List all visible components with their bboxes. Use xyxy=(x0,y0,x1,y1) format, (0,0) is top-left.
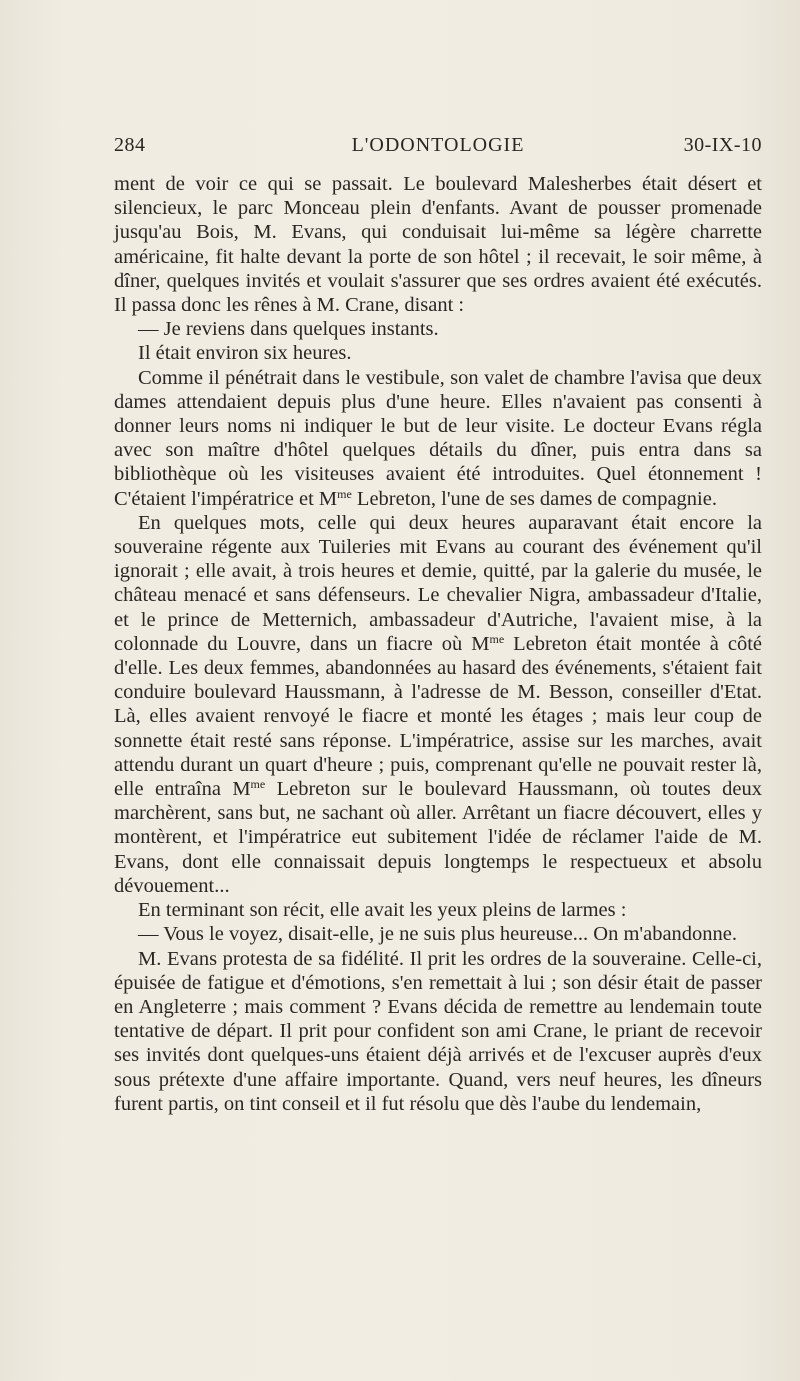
paragraph: Il était environ six heures. xyxy=(138,342,352,365)
paragraph: ment de voir ce qui se passait. Le boulevard Malesherbes était désert et silencieux, le parc Monceau plein d'enfants. Avant de pousser promenade jusqu'au Bois, M. Evans, qui conduisait lui-même sa légère charrette américaine, fit halte devant la porte de son hôtel ; il recevait, le soir même, à dîner, quelques invités et voulait s'assurer que ses ordres avaient été exécutés. Il passa donc les rênes à M. Crane, disant : xyxy=(114,173,762,317)
paragraph: M. Evans protesta de sa fidélité. Il prit les ordres de la souveraine. Celle-ci, épuisée de fatigue et d'émotions, s'en remettait à lui ; son désir était de passer en Angleterre ; mais comment ? Evans décida de remettre au lendemain toute tentative de départ. Il prit pour confident son ami Crane, le priant de recevoir ses invités dont quelques-uns étaient déjà arrivés et de l'excuser auprès d'eux sous prétexte d'une affaire importante. Quand, vers neuf heures, les dîneurs furent partis, on tint conseil et il fut résolu que dès l'aube du lendemain, xyxy=(114,947,762,1115)
page-number: 284 xyxy=(114,134,146,156)
paragraph: — Je reviens dans quelques instants. xyxy=(138,318,439,341)
body-text xyxy=(114,172,762,1116)
paragraph: En quelques mots, celle qui deux heures auparavant était encore la souveraine régente aux Tuileries mit Evans au courant des événement qu'il ignorait ; elle avait, à trois heures et demie, quitté, par la galerie du musée, le château menacé et sans défenseurs. Le chevalier Nigra, ambassadeur d'Italie, et le prince de Metternich, ambassadeur d'Autriche, l'avaient mise, à la colonnade du Louvre, dans un fiacre où $M^{me}$ Lebreton était montée à côté d'elle. Les deux femmes, abandonnées au hasard des événements, s'étaient fait conduire boulevard Haussmann, à l'adresse de M. Besson, conseiller d'Etat. Là, elles avaient renvoyé le fiacre et monté les étages ; mais leur coup de sonnette était resté sans réponse. L'impératrice, assise sur les marches, avait attendu durant un quart d'heure ; puis, comprenant qu'elle ne pouvait rester là, elle entraîna $M^{me}$ Lebreton sur le boulevard Haussmann, où toutes deux marchèrent, sans but, ne sachant où aller. Arrêtant un fiacre découvert, elles y montèrent, et l'impératrice eut subitement l'idée de réclamer l'aide de M. Evans, dont elle connaissait depuis longtemps le respectueux et absolu dévouement... xyxy=(114,511,763,897)
paragraph: Comme il pénétrait dans le vestibule, son valet de chambre l'avisa que deux dames attendaient depuis plus d'une heure. Elles n'avaient pas consenti à donner leurs noms ni indiquer le but de leur visite. Le docteur Evans régla avec son maître d'hôtel quelques détails du dîner, puis entra dans sa bibliothèque où les visiteuses avaient été introduites. Quel étonnement ! C'étaient l'impératrice et $M^{me}$ Lebreton, l'une de ses dames de compagnie. xyxy=(114,366,762,510)
journal-title: L'ODONTOLOGIE xyxy=(351,134,525,156)
paragraph: — Vous le voyez, disait-elle, je ne suis plus heureuse... On m'abandonne. xyxy=(138,923,738,946)
issue-date: 30-IX-10 xyxy=(683,134,762,156)
running-header xyxy=(114,134,762,164)
paragraph: En terminant son récit, elle avait les yeux pleins de larmes : xyxy=(138,899,627,922)
